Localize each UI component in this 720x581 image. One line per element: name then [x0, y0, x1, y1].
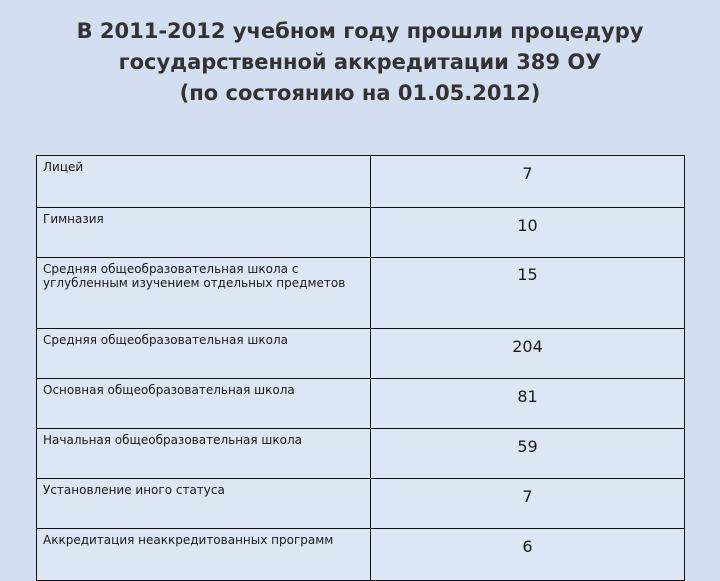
title-line: В 2011-2012 учебном году прошли процедуру — [76, 19, 644, 43]
row-value: 15 — [371, 258, 685, 329]
table-row — [37, 156, 685, 208]
title-line: государственной аккредитации 389 ОУ — [118, 50, 602, 74]
table-row — [37, 429, 685, 479]
row-value: 204 — [371, 329, 685, 379]
table-row — [37, 479, 685, 529]
table-row — [37, 208, 685, 258]
row-label: Начальная общеобразовательная школа — [37, 429, 371, 479]
row-value: 81 — [371, 379, 685, 429]
table-row — [37, 329, 685, 379]
row-value: 7 — [371, 156, 685, 208]
row-label: Лицей — [37, 156, 371, 208]
row-label: Основная общеобразовательная школа — [37, 379, 371, 429]
row-label: Средняя общеобразовательная школа — [37, 329, 371, 379]
row-label: Средняя общеобразовательная школа с углубленным изучением отдельных предметов — [37, 258, 371, 329]
row-value: 7 — [371, 479, 685, 529]
row-value: 59 — [371, 429, 685, 479]
row-label: Аккредитация неаккредитованных программ — [37, 529, 371, 581]
slide-title — [40, 16, 680, 109]
accreditation-table — [36, 155, 685, 581]
row-label: Гимназия — [37, 208, 371, 258]
table-row — [37, 379, 685, 429]
title-line: (по состоянию на 01.05.2012) — [179, 81, 541, 105]
table-row — [37, 529, 685, 581]
row-value: 10 — [371, 208, 685, 258]
row-value: 6 — [371, 529, 685, 581]
row-label: Установление иного статуса — [37, 479, 371, 529]
table-row — [37, 258, 685, 329]
